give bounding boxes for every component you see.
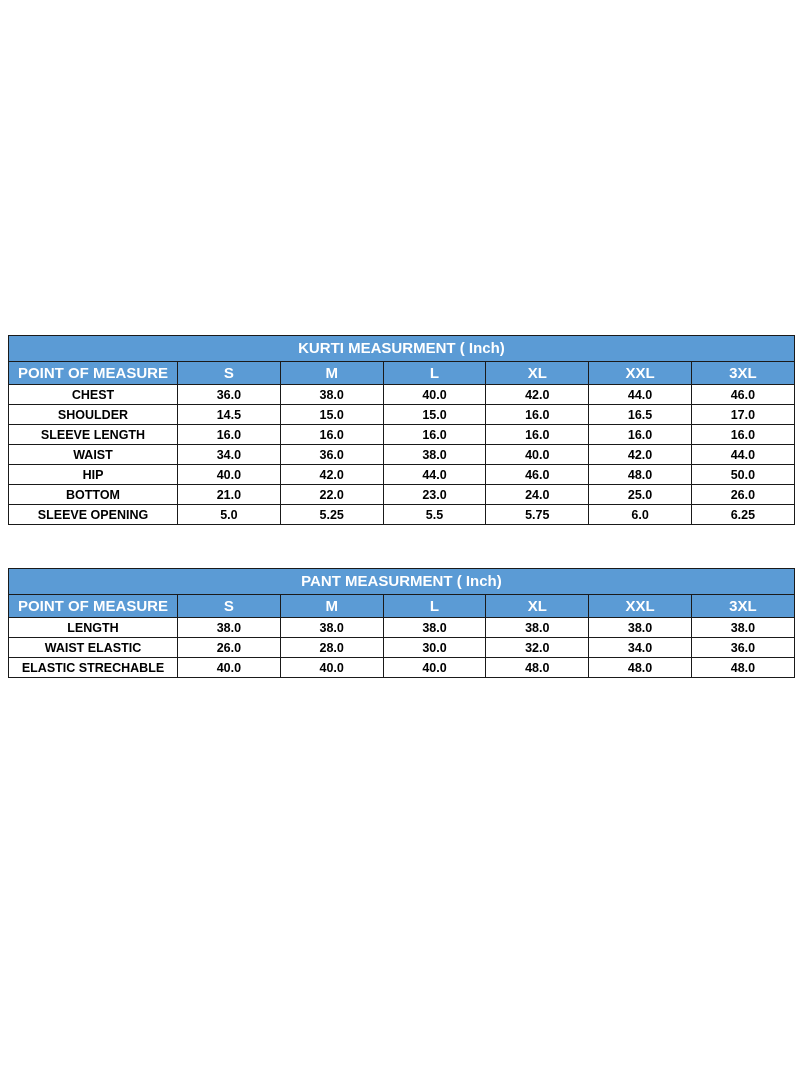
- measurement-cell: 38.0: [383, 618, 486, 638]
- row-label: ELASTIC STRECHABLE: [9, 658, 178, 678]
- measurement-cell: 44.0: [691, 445, 794, 465]
- measurement-cell: 26.0: [178, 638, 281, 658]
- measurement-cell: 16.0: [383, 425, 486, 445]
- measurement-cell: 16.0: [486, 425, 589, 445]
- measurement-cell: 40.0: [383, 658, 486, 678]
- row-label: SLEEVE OPENING: [9, 505, 178, 525]
- measurement-cell: 38.0: [691, 618, 794, 638]
- table-header-row: [9, 362, 795, 385]
- table-row: [9, 465, 795, 485]
- row-label: CHEST: [9, 385, 178, 405]
- measurement-cell: 38.0: [280, 618, 383, 638]
- measurement-cell: 36.0: [691, 638, 794, 658]
- table-row: [9, 405, 795, 425]
- measurement-cell: 38.0: [280, 385, 383, 405]
- column-header-size: XXL: [589, 595, 692, 618]
- column-header-size: M: [280, 595, 383, 618]
- measurement-cell: 6.25: [691, 505, 794, 525]
- table-row: [9, 385, 795, 405]
- measurement-cell: 48.0: [691, 658, 794, 678]
- measurement-cell: 40.0: [383, 385, 486, 405]
- row-label: SHOULDER: [9, 405, 178, 425]
- measurement-cell: 15.0: [280, 405, 383, 425]
- table-row: [9, 638, 795, 658]
- measurement-cell: 16.5: [589, 405, 692, 425]
- measurement-cell: 34.0: [178, 445, 281, 465]
- column-header-size: XXL: [589, 362, 692, 385]
- measurement-cell: 50.0: [691, 465, 794, 485]
- measurement-cell: 48.0: [589, 658, 692, 678]
- measurement-cell: 46.0: [691, 385, 794, 405]
- measurement-cell: 44.0: [383, 465, 486, 485]
- measurement-cell: 21.0: [178, 485, 281, 505]
- measurement-cell: 16.0: [691, 425, 794, 445]
- measurement-cell: 32.0: [486, 638, 589, 658]
- column-header-size: XL: [486, 595, 589, 618]
- measurement-cell: 38.0: [178, 618, 281, 638]
- measurement-cell: 5.0: [178, 505, 281, 525]
- measurement-cell: 36.0: [280, 445, 383, 465]
- kurti-table-title: KURTI MEASURMENT ( Inch): [9, 336, 795, 362]
- measurement-cell: 42.0: [589, 445, 692, 465]
- column-header-size: M: [280, 362, 383, 385]
- measurement-cell: 42.0: [280, 465, 383, 485]
- column-header-point-of-measure: POINT OF MEASURE: [9, 362, 178, 385]
- measurement-cell: 40.0: [178, 658, 281, 678]
- measurement-cell: 34.0: [589, 638, 692, 658]
- measurement-cell: 16.0: [589, 425, 692, 445]
- measurement-cell: 16.0: [486, 405, 589, 425]
- measurement-cell: 16.0: [178, 425, 281, 445]
- measurement-cell: 28.0: [280, 638, 383, 658]
- table-row: [9, 658, 795, 678]
- measurement-cell: 5.25: [280, 505, 383, 525]
- column-header-size: L: [383, 595, 486, 618]
- measurement-cell: 6.0: [589, 505, 692, 525]
- measurement-cell: 42.0: [486, 385, 589, 405]
- measurement-cell: 44.0: [589, 385, 692, 405]
- measurement-cell: 5.75: [486, 505, 589, 525]
- table-row: [9, 618, 795, 638]
- column-header-size: S: [178, 595, 281, 618]
- measurement-cell: 22.0: [280, 485, 383, 505]
- row-label: LENGTH: [9, 618, 178, 638]
- table-title-row: [9, 336, 795, 362]
- measurement-cell: 24.0: [486, 485, 589, 505]
- row-label: WAIST ELASTIC: [9, 638, 178, 658]
- measurement-cell: 38.0: [589, 618, 692, 638]
- measurement-cell: 5.5: [383, 505, 486, 525]
- column-header-size: 3XL: [691, 362, 794, 385]
- table-row: [9, 425, 795, 445]
- measurement-cell: 38.0: [486, 618, 589, 638]
- measurement-cell: 40.0: [178, 465, 281, 485]
- measurement-cell: 15.0: [383, 405, 486, 425]
- measurement-cell: 23.0: [383, 485, 486, 505]
- row-label: SLEEVE LENGTH: [9, 425, 178, 445]
- measurement-cell: 25.0: [589, 485, 692, 505]
- pant-measurement-table: [8, 568, 795, 678]
- table-header-row: [9, 595, 795, 618]
- table-title-row: [9, 569, 795, 595]
- measurement-cell: 14.5: [178, 405, 281, 425]
- measurement-cell: 48.0: [486, 658, 589, 678]
- row-label: WAIST: [9, 445, 178, 465]
- measurement-cell: 46.0: [486, 465, 589, 485]
- kurti-measurement-table: [8, 335, 795, 525]
- row-label: BOTTOM: [9, 485, 178, 505]
- table-row: [9, 445, 795, 465]
- measurement-cell: 40.0: [486, 445, 589, 465]
- column-header-size: 3XL: [691, 595, 794, 618]
- column-header-size: XL: [486, 362, 589, 385]
- measurement-cell: 26.0: [691, 485, 794, 505]
- column-header-size: L: [383, 362, 486, 385]
- table-row: [9, 485, 795, 505]
- measurement-cell: 38.0: [383, 445, 486, 465]
- measurement-cell: 17.0: [691, 405, 794, 425]
- measurement-cell: 40.0: [280, 658, 383, 678]
- table-row: [9, 505, 795, 525]
- measurement-cell: 30.0: [383, 638, 486, 658]
- pant-table-title: PANT MEASURMENT ( Inch): [9, 569, 795, 595]
- row-label: HIP: [9, 465, 178, 485]
- column-header-size: S: [178, 362, 281, 385]
- measurement-cell: 48.0: [589, 465, 692, 485]
- measurement-cell: 16.0: [280, 425, 383, 445]
- column-header-point-of-measure: POINT OF MEASURE: [9, 595, 178, 618]
- measurement-cell: 36.0: [178, 385, 281, 405]
